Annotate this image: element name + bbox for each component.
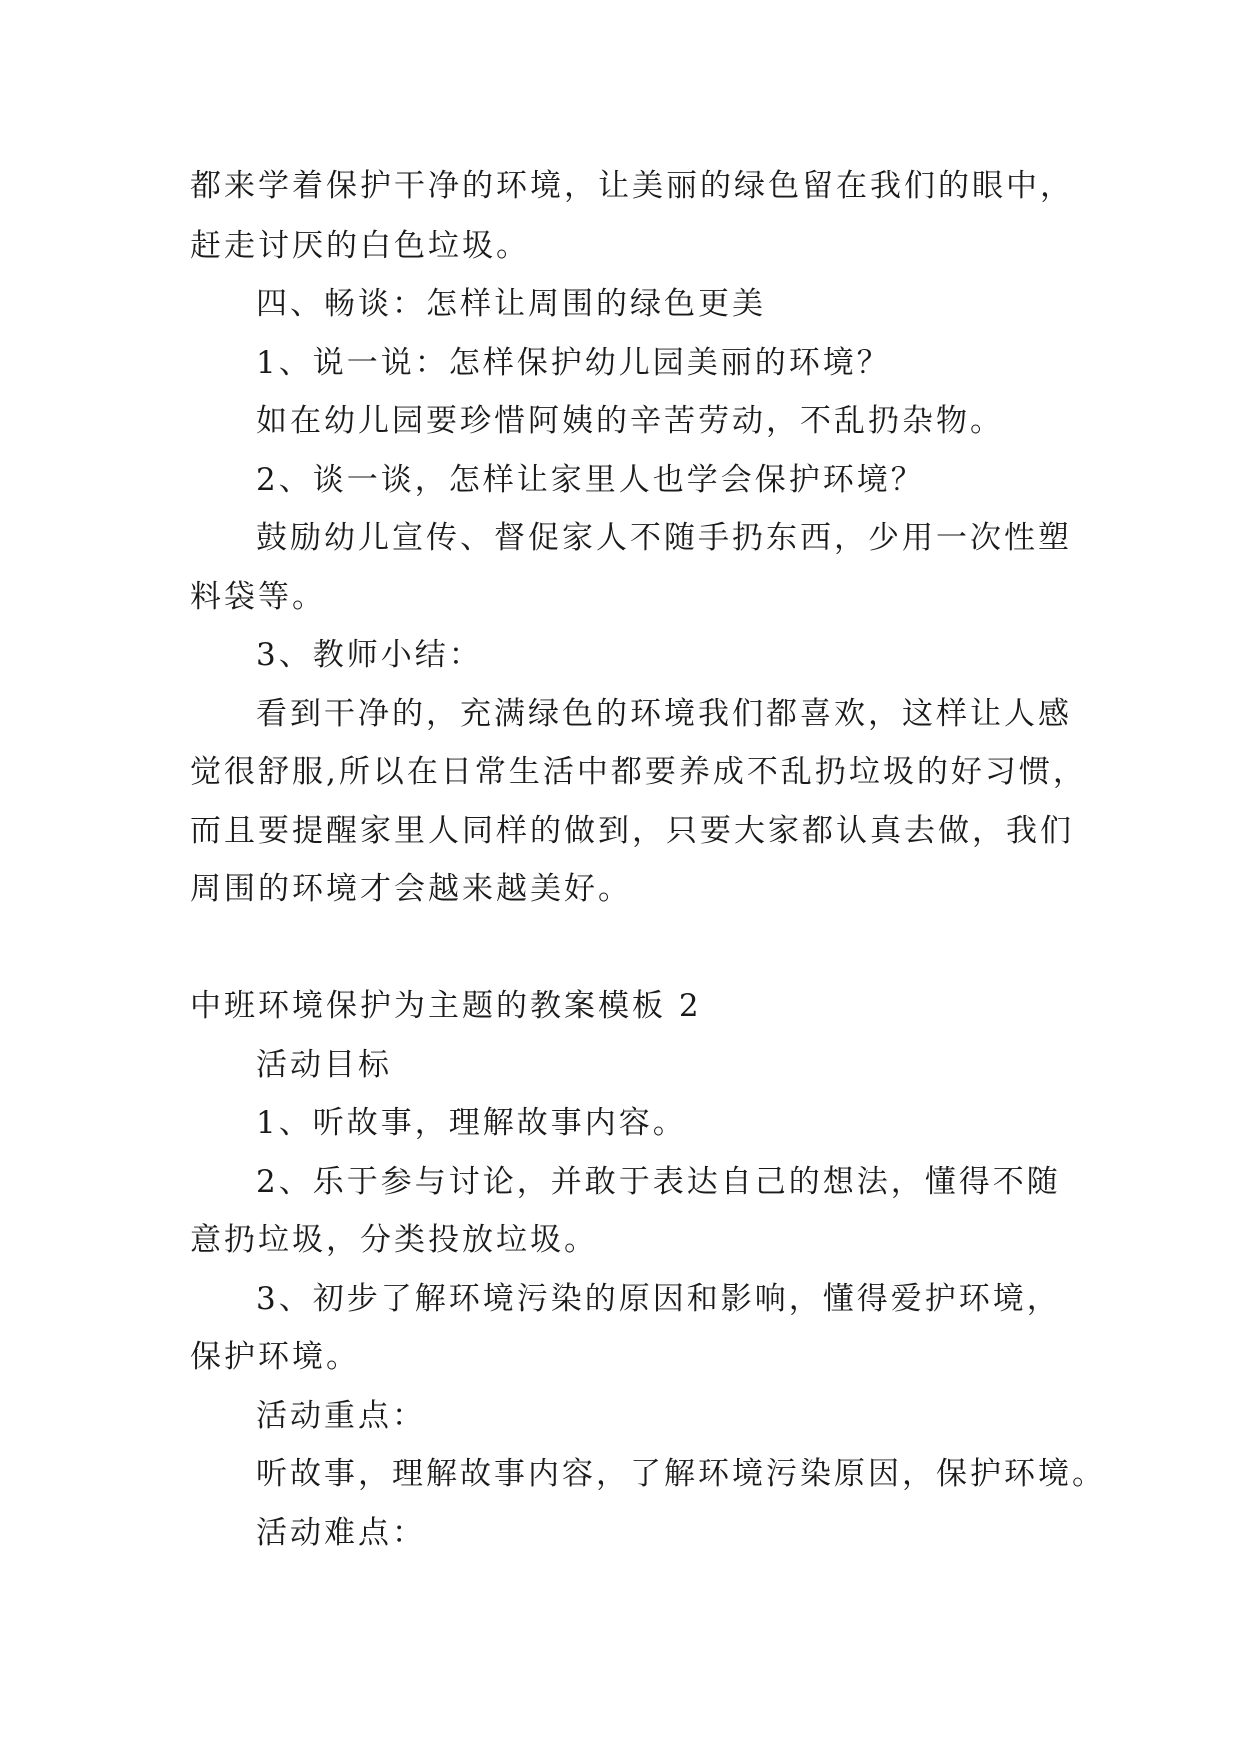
section-heading: 活动难点： <box>256 1515 426 1551</box>
paragraph-line: 都来学着保护干净的环境，让美丽的绿色留在我们的眼中， <box>190 168 1074 204</box>
list-item: 1、说一说：怎样保护幼儿园美丽的环境？ <box>256 345 891 381</box>
list-item: 1、听故事，理解故事内容。 <box>256 1105 687 1141</box>
paragraph-line: 觉很舒服,所以在日常生活中都要养成不乱扔垃圾的好习惯， <box>190 754 1087 790</box>
paragraph-line: 听故事，理解故事内容，了解环境污染原因，保护环境。 <box>256 1456 1106 1492</box>
section-heading: 四、畅谈：怎样让周围的绿色更美 <box>256 286 766 322</box>
section-heading: 活动目标 <box>256 1047 392 1083</box>
list-item: 3、初步了解环境污染的原因和影响，懂得爱护环境， <box>256 1281 1061 1317</box>
paragraph-line: 保护环境。 <box>190 1339 360 1375</box>
list-item: 3、教师小结： <box>256 637 483 673</box>
paragraph-line: 料袋等。 <box>190 579 326 615</box>
paragraph-line: 如在幼儿园要珍惜阿姨的辛苦劳动，不乱扔杂物。 <box>256 403 1004 439</box>
paragraph-line: 周围的环境才会越来越美好。 <box>190 871 632 907</box>
list-item: 2、乐于参与讨论，并敢于表达自己的想法，懂得不随 <box>256 1164 1061 1200</box>
paragraph-line: 赶走讨厌的白色垃圾。 <box>190 228 530 264</box>
paragraph-line: 而且要提醒家里人同样的做到，只要大家都认真去做，我们 <box>190 813 1074 849</box>
paragraph-line: 看到干净的，充满绿色的环境我们都喜欢，这样让人感 <box>256 696 1072 732</box>
section-heading: 活动重点： <box>256 1398 426 1434</box>
list-item: 2、谈一谈，怎样让家里人也学会保护环境？ <box>256 462 925 498</box>
document-title: 中班环境保护为主题的教案模板 2 <box>190 988 702 1024</box>
paragraph-line: 鼓励幼儿宣传、督促家人不随手扔东西，少用一次性塑 <box>256 520 1072 556</box>
paragraph-line: 意扔垃圾，分类投放垃圾。 <box>190 1222 598 1258</box>
